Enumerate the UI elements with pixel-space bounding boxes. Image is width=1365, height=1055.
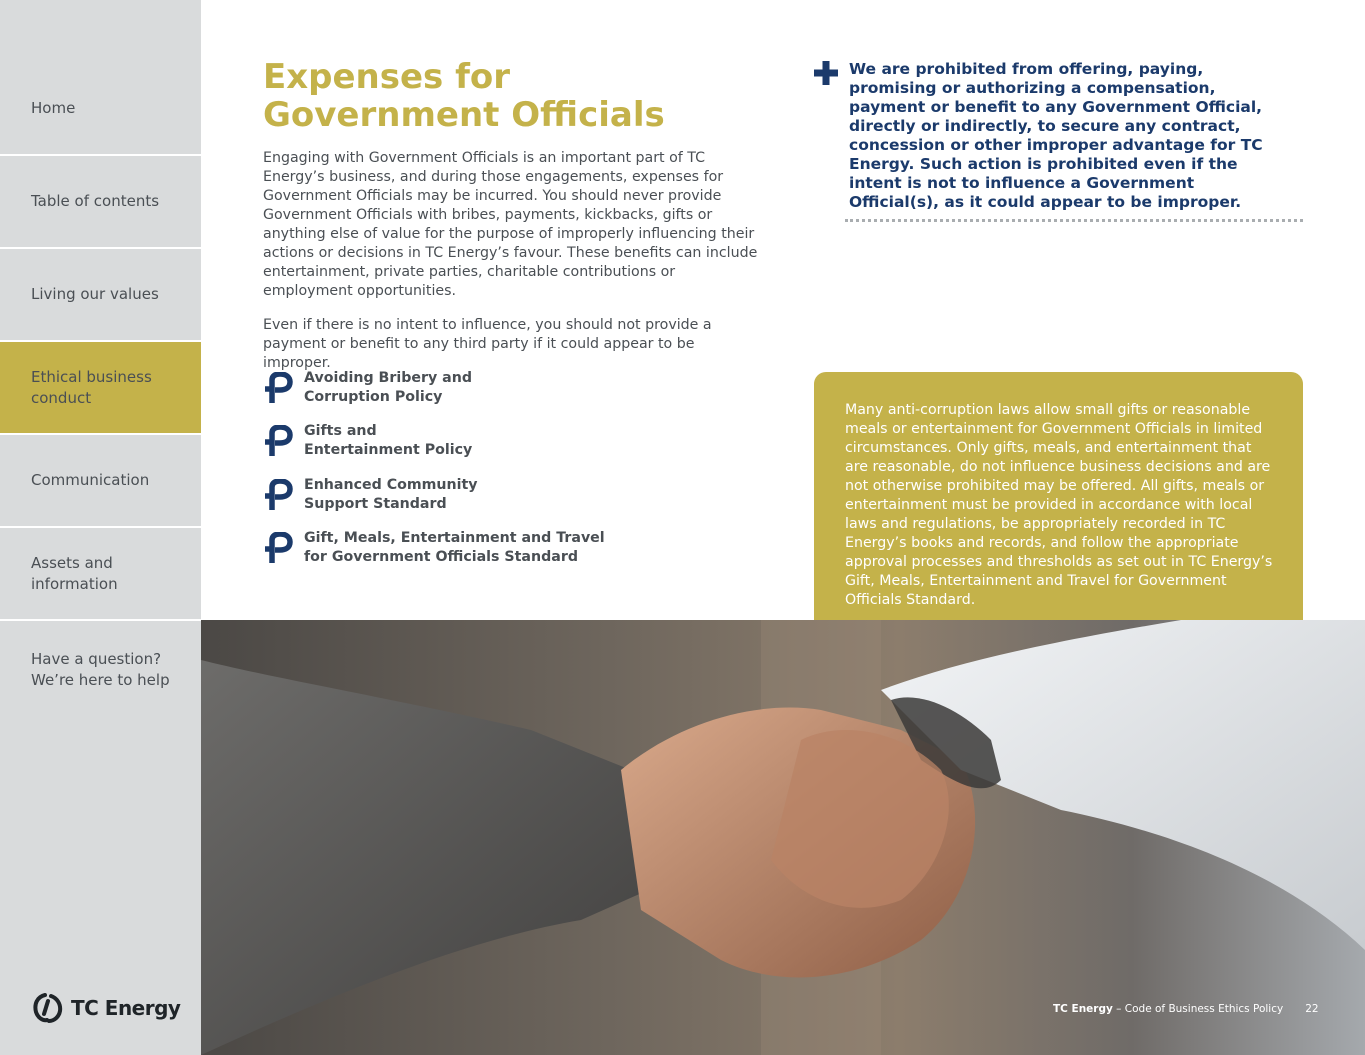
- sidebar-item-label: Table of contents: [31, 192, 160, 210]
- sidebar-item-label: Assets and information: [31, 553, 118, 593]
- sidebar-item-label: Home: [31, 98, 76, 117]
- sidebar-nav: [0, 0, 201, 1055]
- sidebar-item-have-a-question[interactable]: [0, 621, 201, 721]
- handshake-photo: [201, 620, 1365, 1055]
- page-number: 22: [1305, 1003, 1319, 1015]
- sidebar-item-label: Living our values: [31, 285, 159, 303]
- tc-energy-logo[interactable]: [32, 992, 180, 1024]
- sidebar-item-label: Ethical business conduct: [31, 367, 152, 407]
- intro-paragraph: Engaging with Government Officials is an important part of TC Energy’s business, and during those engagements, expenses for Government Officials may be incurred. You should never provide Government Officials with bribes, payments, kickbacks, gifts or anything else of value for the purpose of improperly influencing their actions or decisions in TC Energy’s favour. These benefits can include entertainment, private parties, charitable contributions or employment opportunities.: [263, 150, 758, 299]
- tc-energy-logo-icon: [32, 992, 64, 1024]
- info-box: [814, 372, 1303, 622]
- footer: [1053, 1003, 1319, 1015]
- policy-link-community-support[interactable]: [263, 476, 763, 529]
- policy-links: [263, 369, 763, 582]
- prohibition-callout: We are prohibited from offering, paying, promising or authorizing a compensation, payment or benefit to any Government Official, directly or indirectly, to secure any contract, concession or other improper advantage for TC Energy. Such action is prohibited even if the intent is not to influence a Government Official(s), as it could appear to be improper.: [849, 60, 1263, 211]
- policy-label: Gift, Meals, Entertainment and Travel for Government Officials Standard: [304, 529, 605, 565]
- sidebar-item-communication[interactable]: [0, 435, 201, 528]
- sidebar-item-label: Communication: [31, 471, 150, 489]
- sidebar-item-table-of-contents[interactable]: [0, 156, 201, 249]
- plus-icon: [814, 61, 838, 85]
- sidebar-item-living-our-values[interactable]: [0, 249, 201, 342]
- policy-p-icon: [263, 532, 293, 564]
- dotted-divider: [845, 219, 1303, 222]
- sidebar-item-home[interactable]: [0, 62, 201, 156]
- policy-p-icon: [263, 372, 293, 404]
- footer-doc-title: – Code of Business Ethics Policy: [1112, 1003, 1284, 1015]
- page-title: Expenses for Government Officials: [263, 57, 665, 135]
- sidebar-item-ethical-business-conduct[interactable]: [0, 342, 201, 435]
- policy-label: Enhanced Community Support Standard: [304, 476, 478, 512]
- third-party-paragraph: Even if there is no intent to influence, you should not provide a payment or benefit to any third party if it could appear to be improper.: [263, 317, 712, 371]
- policy-label: Avoiding Bribery and Corruption Policy: [304, 370, 473, 405]
- policy-link-government-officials-standard[interactable]: [263, 529, 763, 582]
- sidebar-item-label: Have a question? We’re here to help: [31, 650, 170, 689]
- footer-brand: TC Energy: [1053, 1003, 1113, 1015]
- policy-p-icon: [263, 425, 293, 457]
- handshake-illustration: [201, 620, 1365, 1055]
- policy-link-bribery[interactable]: [263, 369, 763, 422]
- logo-text: TC Energy: [71, 996, 181, 1020]
- policy-link-gifts[interactable]: [263, 422, 763, 475]
- info-box-text: Many anti-corruption laws allow small gifts or reasonable meals or entertainment for Government Officials in limited circumstances. Only gifts, meals, and entertainment that are reasonable, do not influence business decisions and are not otherwise prohibited may be offered. All gifts, meals or entertainment must be provided in accordance with local laws and regulations, be appropriately recorded in TC Energy’s books and records, and follow the appropriate approval processes and thresholds as set out in TC Energy’s Gift, Meals, Entertainment and Travel for Government Officials Standard.: [845, 402, 1273, 608]
- policy-label: Gifts and Entertainment Policy: [304, 423, 473, 459]
- sidebar-item-assets-and-information[interactable]: [0, 528, 201, 621]
- policy-p-icon: [263, 479, 293, 511]
